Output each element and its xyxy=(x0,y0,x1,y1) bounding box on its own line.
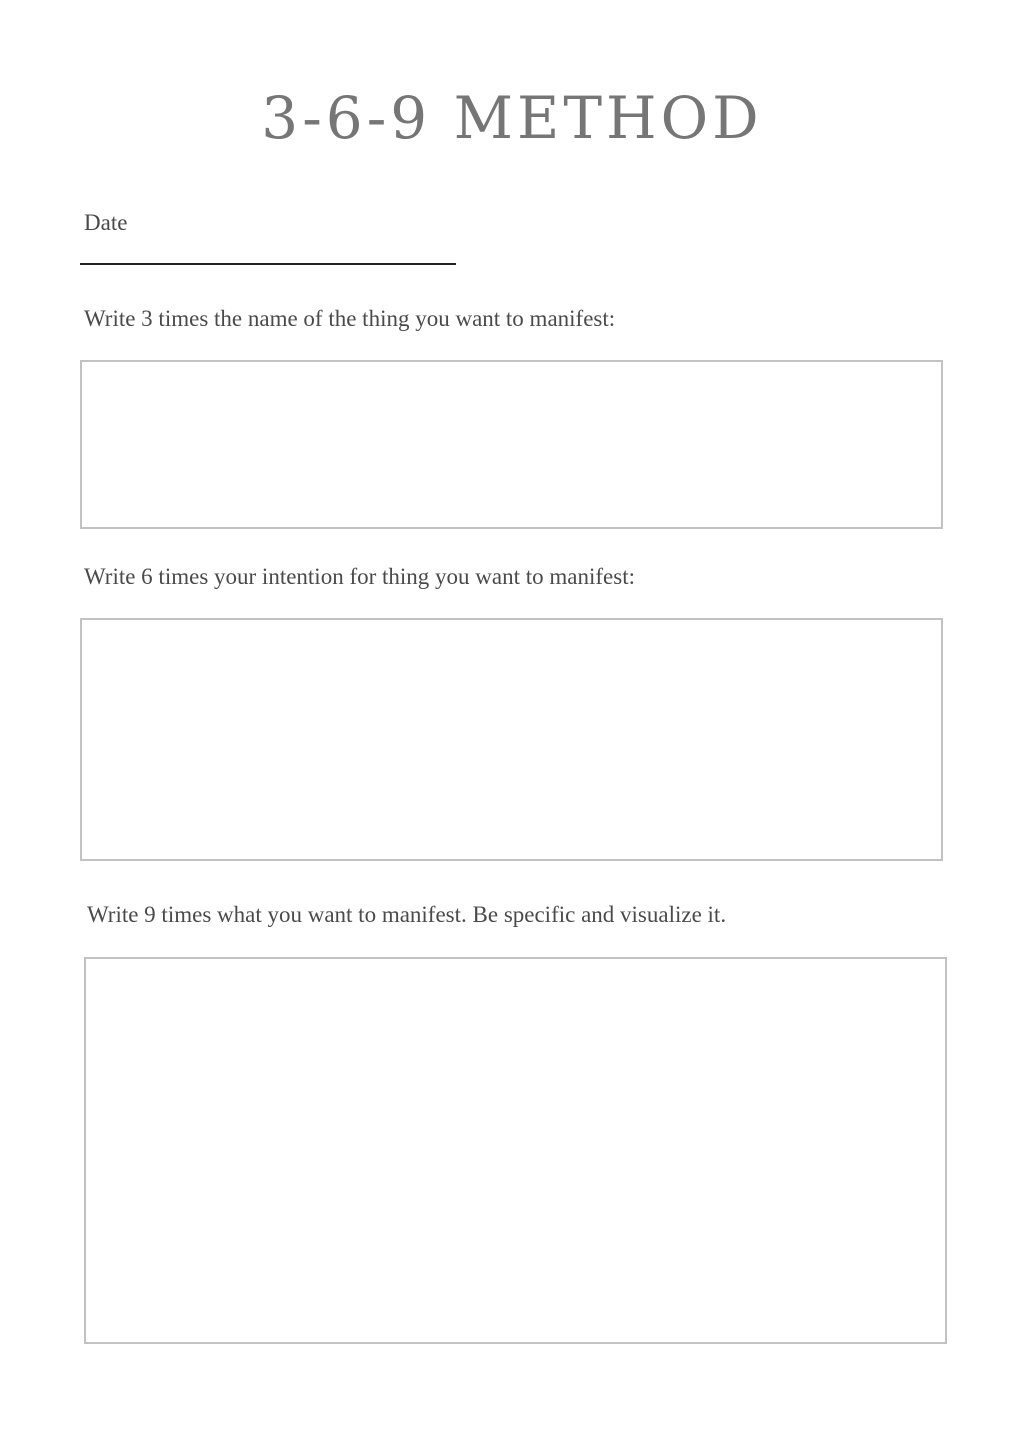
section-1-prompt: Write 3 times the name of the thing you want to manifest: xyxy=(84,306,616,331)
page-title: 3-6-9 METHOD xyxy=(261,84,763,152)
section-2-prompt: Write 6 times your intention for thing you want to manifest: xyxy=(84,564,635,589)
section-3-box[interactable] xyxy=(84,957,947,1344)
section-2-box[interactable] xyxy=(80,618,943,861)
section-1-box[interactable] xyxy=(80,360,943,529)
section-3-prompt: Write 9 times what you want to manifest. Be specific and visualize it. xyxy=(87,902,727,927)
date-field-line[interactable] xyxy=(80,263,456,265)
date-label: Date xyxy=(84,210,128,235)
